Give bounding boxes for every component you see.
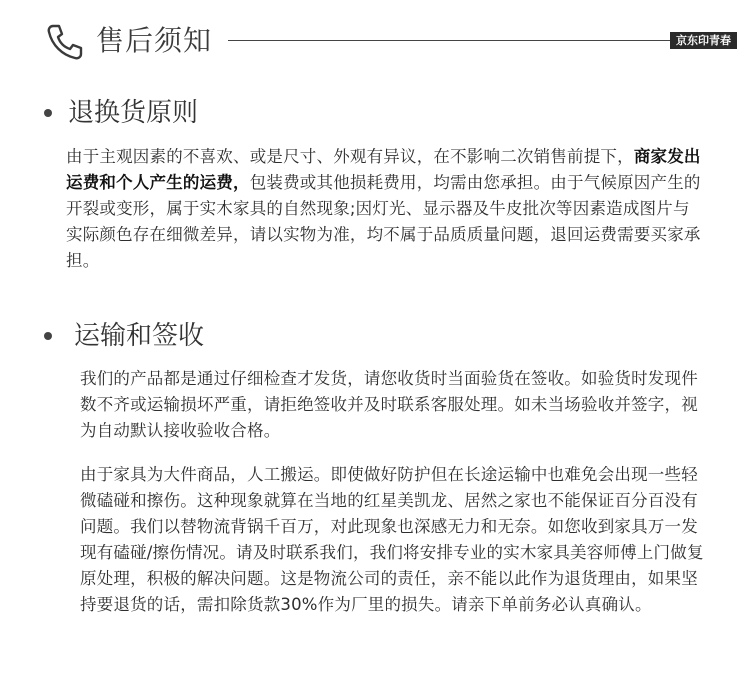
header-divider: [228, 40, 670, 41]
section-heading-returns: [44, 95, 344, 135]
page-header: [44, 20, 731, 64]
returns-paragraph: [66, 144, 706, 274]
bullet-icon: [44, 332, 52, 340]
returns-text-a: 由于主观因素的不喜欢、或是尺寸、外观有异议，在不影响二次销售前提下，: [66, 147, 634, 166]
shipping-paragraph-2: 由于家具为大件商品，人工搬运。即使做好防护但在长途运输中也难免会出现一些轻微磕碰和擦伤。这种现象就算在当地的红星美凯龙、居然之家也不能保证百分百没有问题。我们以替物流背锅千百万，对此现象也深感无力和无奈。如您收到家具万一发现有磕碰/擦伤情况。请及时联系我们，我们将安排专业的实木家具美容师傅上门做复原处理，积极的解决问题。这是物流公司的责任，亲不能以此作为退货理由，如果坚持要退货的话，需扣除货款30%作为厂里的损失。请亲下单前务必认真确认。: [80, 465, 704, 614]
returns-text-b: 包装费或其他损耗费用，均需由您承担。由于气候原因产生的开裂或变形，属于实木家具的自然现象;因灯光、显示器及牛皮批次等因素造成图片与实际颜色存在细微差异，请以实物为准，均不属于品质质量问题，退回运费需要买家承担。: [66, 173, 701, 270]
shipping-paragraph-1: 我们的产品都是通过仔细检查才发货，请您收货时当面验货在签收。如验货时发现件数不齐或运输损坏严重，请拒绝签收并及时联系客服处理。如未当场验收并签字，视为自动默认接收验收合格。: [80, 369, 698, 440]
bullet-icon: [44, 109, 52, 117]
brand-tag: 京东印青春: [670, 32, 737, 49]
section-heading-shipping: [44, 318, 344, 358]
section-title: 运输和签收: [74, 321, 205, 351]
page-title: 售后须知: [96, 24, 213, 57]
returns-text-bold: 商家发出运费和个人产生的运费，: [66, 147, 701, 192]
section-title: 退换货原则: [68, 98, 199, 128]
phone-icon: [44, 22, 84, 62]
